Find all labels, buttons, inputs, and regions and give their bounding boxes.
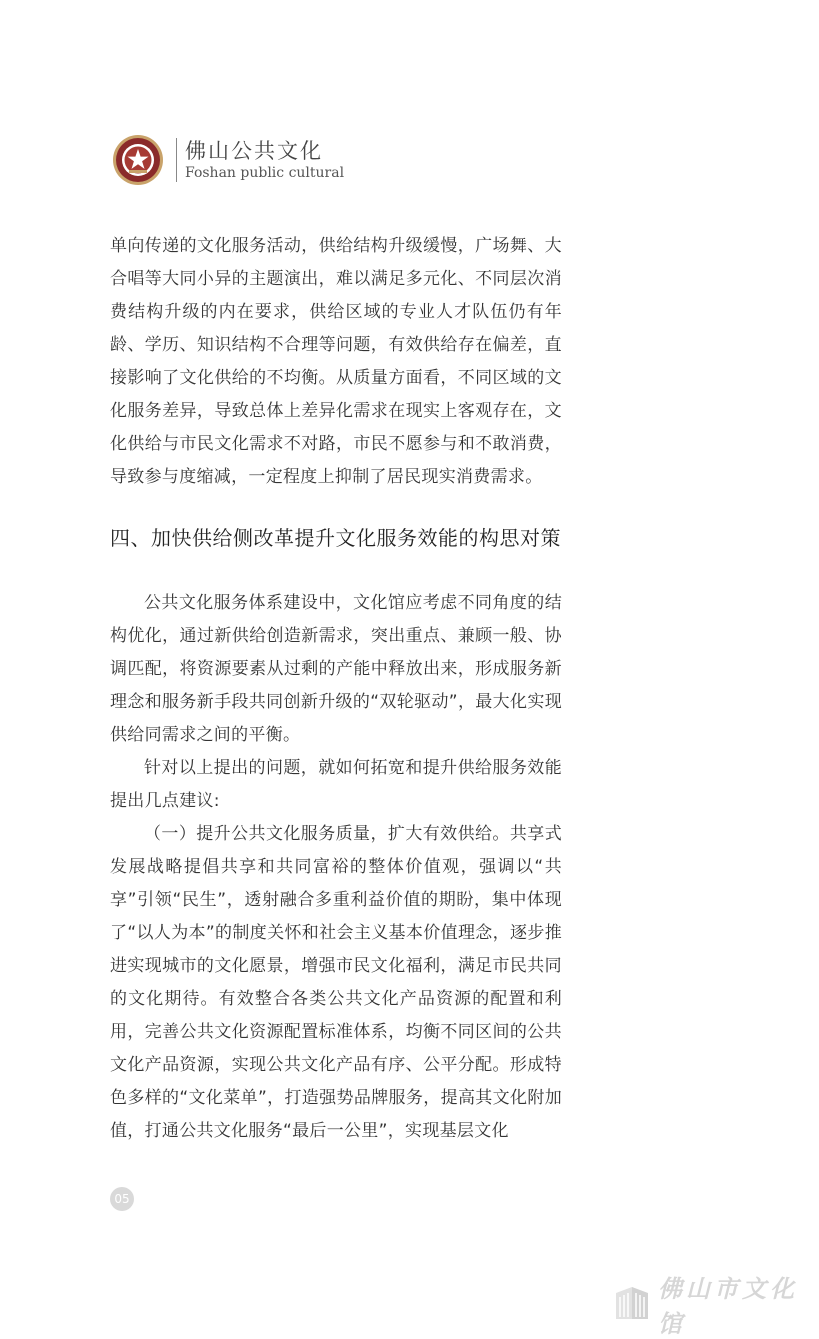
paragraph-4: （一）提升公共文化服务质量，扩大有效供给。共享式发展战略提倡共享和共同富裕的整体价值观，强调以“共享”引领“民生”，透射融合多重利益价值的期盼，集中体现了“以人为本”的制度关怀和社会主义基本价值理念，逐步推进实现城市的文化愿景，增强市民文化福利，满足市民共同的文化期待。有效整合各类公共文化产品资源的配置和利用，完善公共文化资源配置标准体系，均衡不同区间的公共文化产品资源，实现公共文化产品有序、公平分配。形成特色多样的“文化菜单”，打造强势品牌服务，提高其文化附加值，打通公共文化服务“最后一公里”，实现基层文化 xyxy=(110,824,562,1141)
brand-block xyxy=(185,138,344,182)
body-block-2 xyxy=(110,587,562,1148)
watermark xyxy=(612,1274,819,1338)
paragraph-1: 单向传递的文化服务活动，供给结构升级缓慢，广场舞、大合唱等大同小异的主题演出，难以满足多元化、不同层次消费结构升级的内在要求，供给区域的专业人才队伍仍有年龄、学历、知识结构不合理等问题，有效供给存在偏差，直接影响了文化供给的不均衡。从质量方面看，不同区域的文化服务差异，导致总体上差异化需求在现实上客观存在，文化供给与市民文化需求不对路，市民不愿参与和不敢消费，导致参与度缩减，一定程度上抑制了居民现实消费需求。 xyxy=(110,236,562,487)
page-header xyxy=(112,134,344,186)
paragraph-2: 公共文化服务体系建设中，文化馆应考虑不同角度的结构优化，通过新供给创造新需求，突出重点、兼顾一般、协调匹配，将资源要素从过剩的产能中释放出来，形成服务新理念和服务新手段共同创新升级的“双轮驱动”，最大化实现供给同需求之间的平衡。 xyxy=(110,593,562,745)
emblem-seal-icon xyxy=(112,134,164,186)
building-icon xyxy=(612,1283,652,1325)
section-heading: 四、加快供给侧改革提升文化服务效能的构思对策 xyxy=(110,526,561,550)
logo-divider xyxy=(176,138,177,182)
paragraph-3: 针对以上提出的问题，就如何拓宽和提升供给服务效能提出几点建议: xyxy=(110,758,562,811)
brand-name-cn: 佛山公共文化 xyxy=(185,139,323,163)
body-block-1 xyxy=(110,230,562,494)
watermark-text: 佛山市文化馆 xyxy=(658,1274,798,1338)
brand-name-en: Foshan public cultural xyxy=(185,165,345,181)
page-number-badge xyxy=(110,1187,134,1211)
page-number: 05 xyxy=(114,1192,130,1206)
